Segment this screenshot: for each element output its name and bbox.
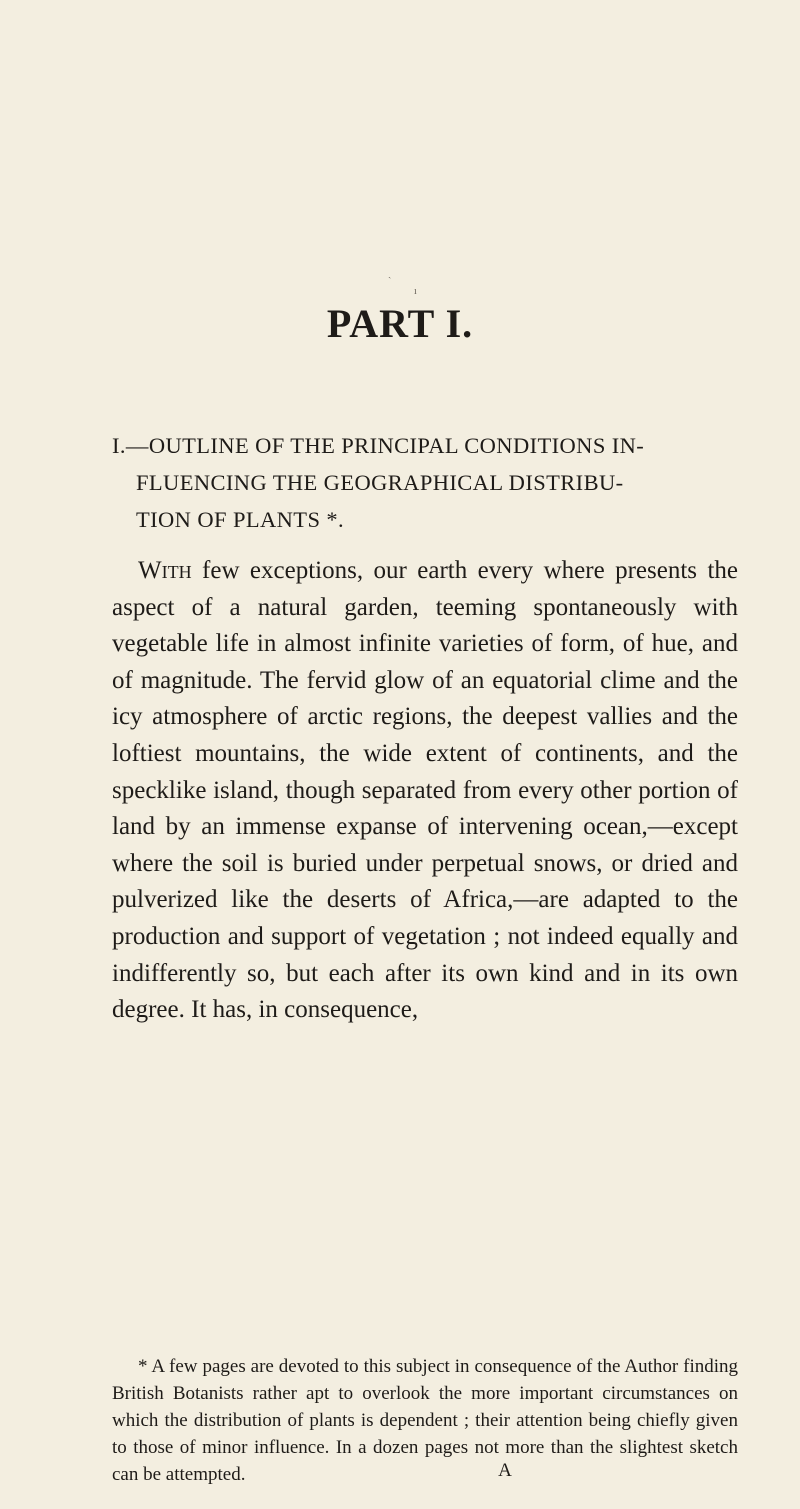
print-speck: ı — [414, 286, 417, 297]
chapter-heading-line-2: FLUENCING THE GEOGRAPHICAL DISTRIBU- — [136, 470, 624, 495]
chapter-heading-line-1: I.—OUTLINE OF THE PRINCIPAL CONDITIONS IN- — [112, 433, 645, 458]
print-speck: ˎ — [388, 268, 392, 279]
chapter-heading — [112, 427, 742, 538]
footnote-text: A few pages are devoted to this subject in consequence of the Author finding British Botanists rather apt to overlook the more important circumstances on which the distribution of plants is dependent ; their attention being chiefly given to those of minor influence. In a dozen pages not more than the slightest sketch can be attempted. — [112, 1356, 739, 1485]
opening-word: With — [138, 557, 192, 584]
body-paragraph — [112, 553, 738, 1029]
footnote-marker: * — [138, 1356, 148, 1377]
chapter-heading-line-3: TION OF PLANTS *. — [136, 507, 345, 532]
body-text: few exceptions, our earth every where presents the aspect of a natural garden, teeming spontaneously with vegetable life in almost infinite varieties of form, of hue, and of magnitude. The fervid glow of an equatorial clime and the icy atmosphere of arctic regions, the deepest vallies and the loftiest mountains, the wide extent of continents, and the specklike island, though separated from every other portion of land by an immense expanse of intervening ocean,—except where the soil is buried under perpetual snows, or dried and pulverized like the deserts of Africa,—are adapted to the production and support of vegetation ; not indeed equally and indifferently so, but each after its own kind and in its own degree. It has, in consequence, — [112, 557, 739, 1024]
part-heading: PART I. — [326, 301, 474, 346]
signature-mark: A — [498, 1460, 512, 1481]
